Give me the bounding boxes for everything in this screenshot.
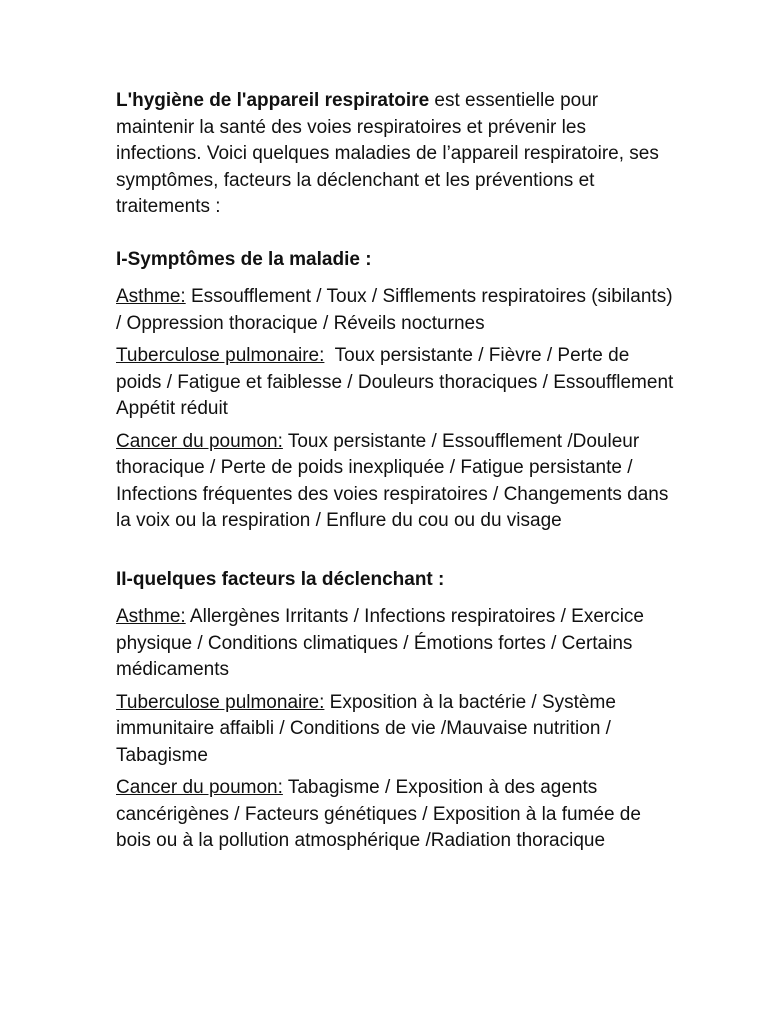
entry-text: Tabagisme / Exposition à des agents cancérigènes / Facteurs génétiques / Exposition à la fumée de bois ou à la pollution atmosphérique /Radiation thoracique: [116, 777, 641, 851]
intro-text: est essentielle pour maintenir la santé des voies respiratoires et prévenir les infections. Voici quelques maladies de l’appareil respiratoire, ses symptômes, facteurs la déclenchant et les préventions et traitements :: [116, 90, 659, 217]
entry-label: Asthme:: [116, 286, 186, 307]
symptoms-section-title: I-Symptômes de la maladie :: [116, 248, 372, 270]
entry-label: Tuberculose pulmonaire:: [116, 691, 325, 713]
symptoms-entry-tuberculose: [116, 343, 676, 423]
entry-text: Toux persistante / Essoufflement /Douleur thoracique / Perte de poids inexpliquée / Fatigue persistante / Infections fréquentes des voies respiratoires / Changements dans la voix ou la respiration / Enflure du cou ou du visage: [116, 430, 669, 531]
section-spacer: [116, 541, 676, 567]
entry-text: Exposition à la bactérie / Système immunitaire affaibli / Conditions de vie /Mauvaise nutrition / Tabagisme: [116, 691, 616, 766]
entry-text: Allergènes Irritants / Infections respiratoires / Exercice physique / Conditions climatiques / Émotions fortes / Certains médicaments: [116, 606, 645, 680]
intro-paragraph: [116, 88, 676, 221]
factors-entry-asthme: [116, 604, 676, 684]
entry-text: Toux persistante / Fièvre / Perte de poids / Fatigue et faiblesse / Douleurs thoraciques / Essoufflement Appétit réduit: [116, 345, 678, 419]
document-page: [116, 88, 676, 861]
entry-label: Asthme:: [116, 606, 186, 627]
symptoms-entry-cancer: [116, 429, 676, 535]
factors-entry-cancer: [116, 775, 676, 855]
entry-text: Essoufflement / Toux / Sifflements respiratoires (sibilants) / Oppression thoracique / Réveils nocturnes: [116, 286, 673, 334]
intro-bold-lead: L'hygiène de l'appareil respiratoire: [116, 90, 430, 111]
factors-entry-tuberculose: [116, 690, 676, 770]
entry-label: Tuberculose pulmonaire:: [116, 345, 325, 366]
factors-section-title: II-quelques facteurs la déclenchant :: [116, 568, 445, 590]
entry-label: Cancer du poumon:: [116, 430, 283, 452]
symptoms-entry-asthme: [116, 284, 676, 337]
entry-label: Cancer du poumon:: [116, 777, 283, 798]
